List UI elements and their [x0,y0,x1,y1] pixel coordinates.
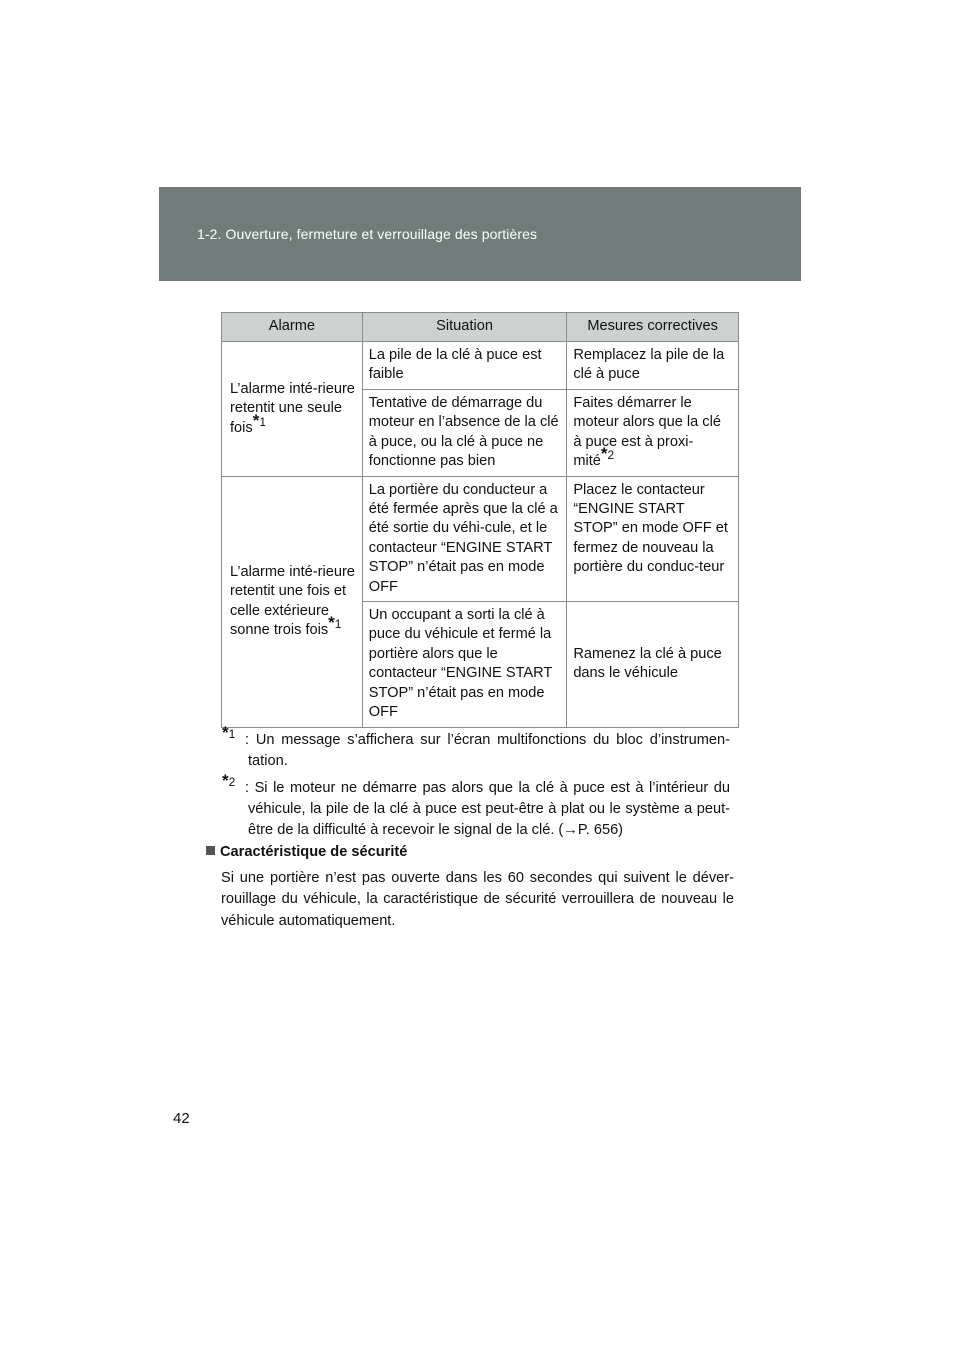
security-heading [206,844,407,860]
footnote-ref: *1 [328,613,342,633]
situation-cell: La pile de la clé à puce est faible [362,342,567,390]
measure-cell: Placez le contacteur “ENGINE START STOP” en mode OFF et fermez de nouveau la portière du conduc-teur [567,476,739,601]
measure-cell: Remplacez la pile de la clé à puce [567,342,739,390]
situation-cell: Tentative de démarrage du moteur en l’absence de la clé à puce, ou la clé à puce ne fonctionne pas bien [362,390,567,477]
section-header-band [159,187,801,281]
footnote-mark: *1 [222,723,236,743]
footnote-ref: *1 [252,410,267,430]
column-header-measures: Mesures correctives [567,313,739,342]
footnote-text: : Un message s’affichera sur l’écran multifonctions du bloc d’instrumen-tation. [245,732,730,769]
alarm-text: L’alarme inté-rieure retentit une fois et celle extérieure sonne trois fois [230,563,355,638]
security-paragraph: Si une portière n’est pas ouverte dans les 60 secondes qui suivent le déver-rouillage du véhicule, la caractéristique de sécurité verrouillera de nouveau le véhicule automatiquement. [221,870,734,929]
measure-cell [567,390,739,477]
security-heading-text: Caractéristique de sécurité [220,844,408,860]
footnote-text: : Si le moteur ne démarre pas alors que la clé à puce est à l’intérieur du véhicule, la pile de la clé à puce est peut-être à plat ou le système a peut-être de la difficulté à recevoir le signal de la clé. (→P. 656) [245,780,730,838]
alarm-text: L’alarme inté-rieure retentit une seule fois [230,380,355,436]
measure-text: Faites démarrer le moteur alors que la clé à puce est à proxi-mité [573,395,721,470]
column-header-alarm: Alarme [222,313,363,342]
footnote-mark: *2 [222,771,236,791]
alarm-cell [222,342,363,477]
measure-cell: Ramenez la clé à puce dans le véhicule [567,602,739,727]
alarm-table [221,312,739,728]
table-header-row [222,313,739,342]
situation-cell: La portière du conducteur a été fermée après que la clé a été sortie du véhi-cule, et le contacteur “ENGINE START STOP” n’était pas en mode OFF [362,476,567,601]
table-row [222,476,739,601]
footnote-2 [222,771,730,841]
footnote-ref: *2 [600,444,615,464]
column-header-situation: Situation [362,313,567,342]
situation-cell: Un occupant a sorti la clé à puce du véhicule et fermé la portière alors que le contacteur “ENGINE START STOP” n’était pas en mode OFF [362,602,567,727]
page-number: 42 [173,1110,190,1127]
square-bullet-icon [206,846,215,855]
footnote-1 [222,723,730,772]
section-title: 1-2. Ouverture, fermeture et verrouillage des portières [197,226,538,242]
table-row [222,342,739,390]
alarm-cell [222,476,363,727]
